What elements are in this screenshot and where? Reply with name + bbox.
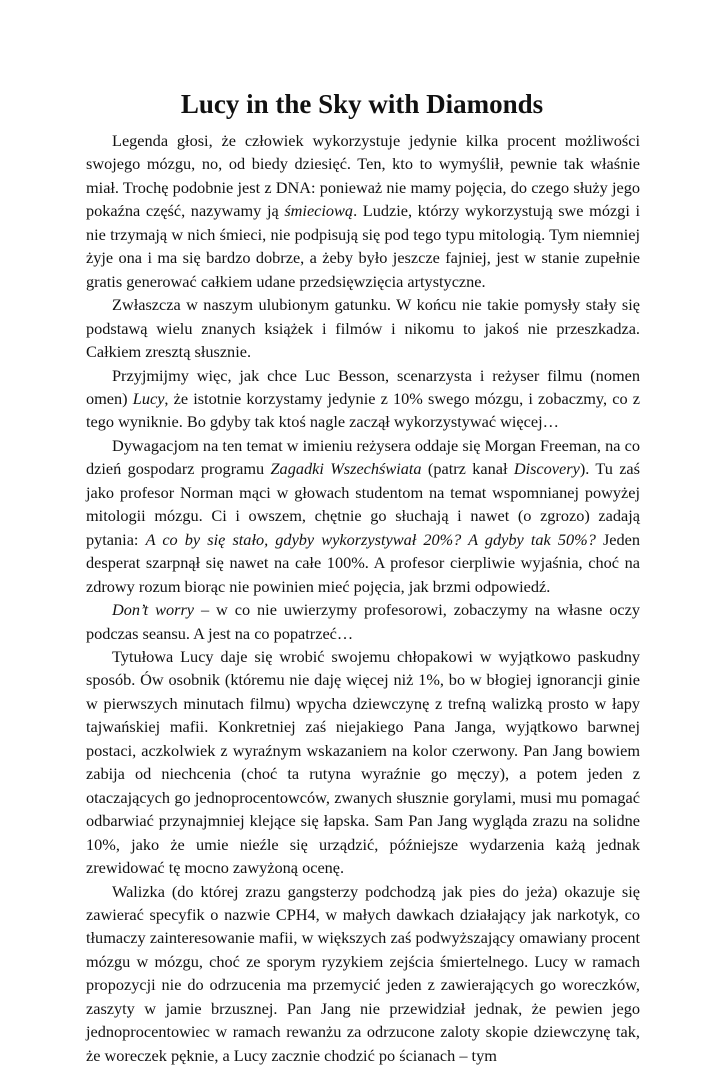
text-run: Jeden desperat szarpnął się nawet na całe 100%. A profesor cierpliwie wyjaśnia, choć na zdrowy rozum biorąc nie powinien mieć pojęcia, jak brzmi odpowiedź. xyxy=(86,530,640,596)
italic-text-run: śmieciową xyxy=(284,201,353,220)
text-run: Przyjmijmy więc, jak chce Luc Besson, scenarzysta i reżyser filmu (nomen omen) xyxy=(86,366,640,408)
italic-text-run: Don’t worry xyxy=(112,600,194,619)
paragraph xyxy=(86,364,640,434)
paragraph xyxy=(86,293,640,363)
italic-text-run: Discovery xyxy=(514,459,580,478)
text-run: – w co nie uwierzymy profesorowi, zobaczymy na własne oczy podczas seansu. A jest na co popatrzeć… xyxy=(86,600,640,642)
paragraph xyxy=(86,598,640,645)
document-body xyxy=(86,129,640,1067)
text-run: Tytułowa Lucy daje się wrobić swojemu chłopakowi w wyjątkowo paskudny sposób. Ów osobnik (któremu nie daję więcej niż 1%, bo w błogiej ignorancji ginie w pierwszych minutach filmu) wpycha dziewczynę z trefną walizką prosto w łapy tajwańskiej mafii. Konkretniej zaś niejakiego Pana Janga, wyjątkowo barwnej postaci, aczkolwiek z wyraźnym wskazaniem na kolor czerwony. Pan Jang bowiem zabija od niechcenia (choć ta rutyna wyraźnie go męczy), a potem jeden z otaczających go jednoprocentowców, zwanych słusznie gorylami, musi mu pomagać odbarwiać przynajmniej klejące się łapska. Sam Pan Jang wygląda zrazu na solidne 10%, jako że umie nieźle się urządzić, późniejsze wydarzenia każą jednak zrewidować tę mocno zawyżoną ocenę. xyxy=(86,647,640,877)
paragraph xyxy=(86,129,640,293)
paragraph xyxy=(86,434,640,598)
paragraph xyxy=(86,645,640,880)
italic-text-run: Zagadki Wszechświata xyxy=(271,459,422,478)
italic-text-run: Lucy xyxy=(133,389,165,408)
text-run: , że istotnie korzystamy jedynie z 10% swego mózgu, i zobaczmy, co z tego wyniknie. Bo gdyby tak ktoś nagle zaczął wykorzystywać więcej… xyxy=(86,389,640,431)
document-title: Lucy in the Sky with Diamonds xyxy=(0,86,724,122)
text-run: Dywagacjom na ten temat w imieniu reżysera oddaje się Morgan Freeman, na co dzień gospodarz programu xyxy=(86,436,640,478)
text-run: Zwłaszcza w naszym ulubionym gatunku. W końcu nie takie pomysły stały się podstawą wielu znanych książek i filmów i nikomu to jakoś nie przeszkadza. Całkiem zresztą słusznie. xyxy=(86,295,640,361)
text-run: (patrz kanał xyxy=(422,459,514,478)
text-run: Legenda głosi, że człowiek wykorzystuje jedynie kilka procent możliwości swojego mózgu, no, od biedy dziesięć. Ten, kto to wymyślił, pewnie tak właśnie miał. Trochę podobnie jest z DNA: ponieważ nie mamy pojęcia, do czego służy jego pokaźna część, nazywamy ją xyxy=(86,131,640,220)
text-run: Walizka (do której zrazu gangsterzy podchodzą jak pies do jeża) okazuje się zawierać specyfik o nazwie CPH4, w małych dawkach działający jak narkotyk, co tłumaczy zainteresowanie mafii, w większych zaś podwyższający omawiany procent mózgu w mózgu, choć ze sporym ryzykiem zejścia śmiertelnego. Lucy w ramach propozycji nie do odrzucenia ma przemycić jeden z zawierających go woreczków, zaszyty w jamie brzusznej. Pan Jang nie przewidział jednak, że pewien jego jednoprocentowiec w ramach rewanżu za odrzucone zaloty skopie dziewczynę tak, że woreczek pęknie, a Lucy zacznie chodzić po ścianach – tym xyxy=(86,882,640,1065)
text-run: ). Tu zaś jako profesor Norman mąci w głowach studentom na temat wspomnianej powyżej mitologii mózgu. Ci i owszem, chętnie go słuchają i nawet (o zgrozo) zadają pytania: xyxy=(86,459,640,548)
paragraph xyxy=(86,880,640,1067)
text-run: . Ludzie, którzy wykorzystują swe mózgi i nie trzymają w nich śmieci, nie podpisują się pod tego typu mitologią. Tym niemniej żyje ona i ma się bardzo dobrze, a żeby było jeszcze fajniej, jest w stanie zupełnie gratis generować całkiem udane przedsięwzięcia artystyczne. xyxy=(86,201,640,290)
italic-text-run: A co by się stało, gdyby wykorzystywał 20%? A gdyby tak 50%? xyxy=(146,530,596,549)
